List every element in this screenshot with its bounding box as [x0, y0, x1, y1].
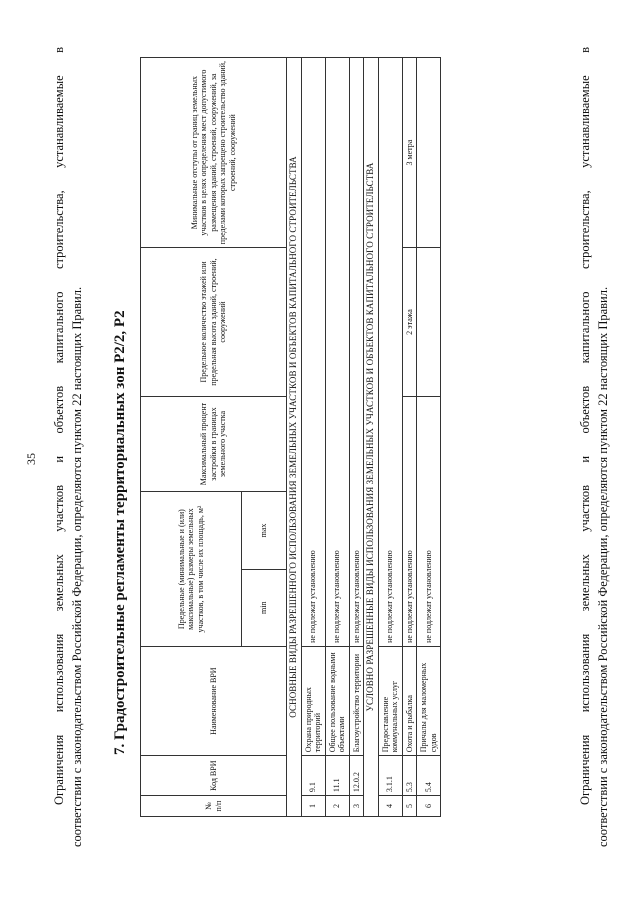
- section-row-main: [287, 58, 302, 817]
- intro-line-2: соответствии с законодательством Российской Федерации, определяются пунктом 22 настоящих Правил.: [70, 286, 84, 847]
- row-empty-cell: [417, 248, 441, 397]
- row-name: Охота и рыбалка: [402, 646, 417, 755]
- row-value: не подлежат установлению: [325, 58, 349, 647]
- row-code: 5.4: [417, 756, 441, 796]
- table-row: [301, 58, 325, 817]
- table-row: [325, 58, 349, 817]
- table-row: [378, 58, 402, 817]
- row-name: Предоставление коммунальных услуг: [378, 646, 402, 755]
- table-row: [402, 58, 417, 817]
- header-percent: Максимальный процент застройки в границах земельного участка: [141, 396, 287, 491]
- header-max: max: [242, 492, 287, 569]
- header-name: Наименование ВРИ: [141, 646, 287, 755]
- header-size-group: Предельные (минимальные и (или) максимальные) размеры земельных участков, в том числе их площадь, м²: [141, 492, 242, 647]
- row-num: 5: [402, 796, 417, 817]
- section-row-conditional: [364, 58, 379, 817]
- regulations-table: [140, 57, 441, 817]
- row-name: Общее пользование водными объектами: [325, 646, 349, 755]
- header-code: Код ВРИ: [141, 756, 287, 796]
- table-row: [349, 58, 364, 817]
- page-number: 35: [24, 453, 38, 465]
- row-value: не подлежат установлению: [402, 396, 417, 646]
- table-row: [417, 58, 441, 817]
- row-code: 3.1.1: [378, 756, 402, 796]
- row-floors: 2 этажа: [402, 248, 417, 397]
- row-value: не подлежат установлению: [417, 396, 441, 646]
- row-code: 9.1: [301, 756, 325, 796]
- row-value: не подлежат установлению: [301, 58, 325, 647]
- header-floors: Предельное количество этажей или предельная высота зданий, строений, сооружений: [141, 248, 287, 397]
- header-num: № п/п: [141, 796, 287, 817]
- row-num: 3: [349, 796, 364, 817]
- header-min: min: [242, 569, 287, 646]
- intro-line-1: Ограничения использования земельных участков и объектов капитального строительства, устанавливаемые в: [52, 47, 66, 805]
- header-row: [141, 58, 242, 817]
- row-code: 5.3: [402, 756, 417, 796]
- row-name: Причалы для маломерных судов: [417, 646, 441, 755]
- row-num: 6: [417, 796, 441, 817]
- row-code: 12.0.2: [349, 756, 364, 796]
- row-num: 1: [301, 796, 325, 817]
- closing-line-2: соответствии с законодательством Российской Федерации, определяются пунктом 22 настоящих Правил.: [596, 286, 610, 847]
- section-title-conditional: УСЛОВНО РАЗРЕШЕННЫЕ ВИДЫ ИСПОЛЬЗОВАНИЯ ЗЕМЕЛЬНЫХ УЧАСТКОВ И ОБЪЕКТОВ КАПИТАЛЬНОГО СТРОИТЕЛЬСТВА: [364, 58, 379, 817]
- row-value: не подлежат установлению: [349, 58, 364, 647]
- row-setbacks: 3 метра: [402, 58, 417, 248]
- intro-paragraph: [50, 47, 86, 847]
- section-heading: 7. Градостроительные регламенты территориальных зон Р2/2, Р2: [112, 310, 128, 755]
- row-code: 11.1: [325, 756, 349, 796]
- row-value: не подлежат установлению: [378, 58, 402, 647]
- header-setbacks: Минимальные отступы от границ земельных участков в целях определения мест допустимого размещения зданий, строений, сооружений, за пределами которых запрещено строительство зданий, строений, сооружений: [141, 58, 287, 248]
- row-num: 2: [325, 796, 349, 817]
- row-empty-cell: [417, 58, 441, 248]
- row-num: 4: [378, 796, 402, 817]
- row-name: Благоустройство территории: [349, 646, 364, 755]
- section-title-main: ОСНОВНЫЕ ВИДЫ РАЗРЕШЕННОГО ИСПОЛЬЗОВАНИЯ ЗЕМЕЛЬНЫХ УЧАСТКОВ И ОБЪЕКТОВ КАПИТАЛЬНОГО СТРОИТЕЛЬСТВА: [287, 58, 302, 817]
- row-name: Охрана природных территорий: [301, 646, 325, 755]
- closing-line-1: Ограничения использования земельных участков и объектов капитального строительства, устанавливаемые в: [578, 47, 592, 805]
- closing-paragraph: [576, 47, 612, 847]
